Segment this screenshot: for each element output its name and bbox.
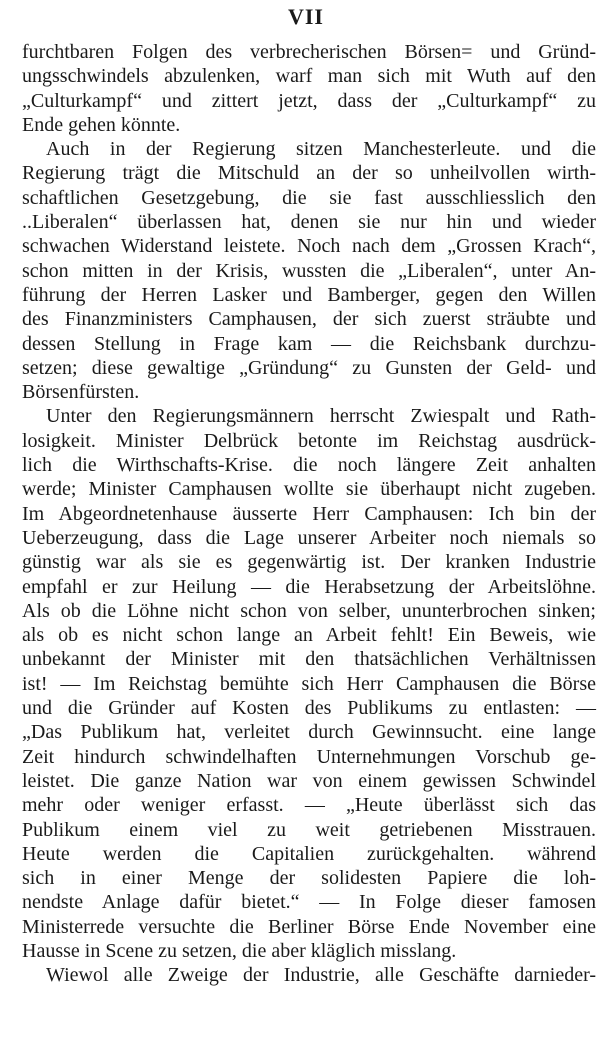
text-line: schon mitten in der Krisis, wussten die „Liberalen“, unter An- bbox=[22, 259, 596, 282]
text-line: Unter den Regierungsmännern herrscht Zwiespalt und Rath- bbox=[46, 405, 596, 428]
text-line: Hausse in Scene zu setzen, die aber kläglich misslang. bbox=[22, 939, 457, 962]
text-line: „Das Publikum hat, verleitet durch Gewinnsucht. eine lange bbox=[22, 721, 596, 744]
text-line: leistet. Die ganze Nation war von einem gewissen Schwindel bbox=[22, 769, 596, 792]
text-line: Heute werden die Capitalien zurückgehalten. während bbox=[22, 842, 596, 865]
text-line: dessen Stellung in Frage kam — die Reichsbank durchzu- bbox=[22, 332, 596, 355]
text-line: als ob es nicht schon lange an Arbeit fehlt! Ein Beweis, wie bbox=[22, 624, 596, 647]
text-line: günstig war als sie es gegenwärtig ist. Der kranken Industrie bbox=[22, 551, 596, 574]
text-line: losigkeit. Minister Delbrück betonte im Reichstag ausdrück- bbox=[22, 429, 596, 452]
text-line: „Culturkampf“ und zittert jetzt, dass der „Culturkampf“ zu bbox=[22, 89, 596, 112]
text-line: Wiewol alle Zweige der Industrie, alle Geschäfte darnieder- bbox=[46, 964, 596, 987]
text-line: Im Abgeordnetenhause äusserte Herr Camphausen: Ich bin der bbox=[22, 502, 596, 525]
text-line: ist! — Im Reichstag bemühte sich Herr Camphausen die Börse bbox=[22, 672, 596, 695]
text-line: ungsschwindels abzulenken, warf man sich mit Wuth auf den bbox=[22, 65, 596, 88]
text-line: empfahl er zur Heilung — die Herabsetzung der Arbeitslöhne. bbox=[22, 575, 596, 598]
text-line: schwachen Widerstand leistete. Noch nach dem „Grossen Krach“, bbox=[22, 235, 596, 258]
text-line: ..Liberalen“ überlassen hat, denen sie nur hin und wieder bbox=[22, 211, 596, 234]
text-line: mehr oder weniger erfasst. — „Heute überlässt sich das bbox=[22, 794, 596, 817]
text-line: Als ob die Löhne nicht schon von selber, ununterbrochen sinken; bbox=[22, 599, 596, 622]
text-line: unbekannt der Minister mit den thatsächlichen Verhältnissen bbox=[22, 648, 596, 671]
page-number: VII bbox=[287, 4, 324, 29]
text-line: Regierung trägt die Mitschuld an der so unheilvollen wirth- bbox=[22, 162, 596, 185]
text-line: des Finanzministers Camphausen, der sich zuerst sträubte und bbox=[22, 308, 596, 331]
text-line: führung der Herren Lasker und Bamberger, gegen den Willen bbox=[22, 283, 596, 306]
text-line: lich die Wirthschafts-Krise. die noch längere Zeit anhalten bbox=[22, 454, 596, 477]
text-line: furchtbaren Folgen des verbrecherischen Börsen= und Gründ- bbox=[22, 41, 596, 63]
text-line: setzen; diese gewaltige „Gründung“ zu Gunsten der Geld- und bbox=[22, 356, 596, 379]
text-line: Ueberzeugung, dass die Lage unserer Arbeiter noch niemals so bbox=[22, 526, 596, 549]
text-line: nendste Anlage dafür bietet.“ — In Folge dieser famosen bbox=[22, 891, 596, 914]
text-line: Börsenfürsten. bbox=[22, 381, 140, 404]
text-line: schaftlichen Gesetzgebung, die sie fast ausschliesslich den bbox=[22, 186, 596, 209]
text-line: und die Gründer auf Kosten des Publikums zu entlasten: — bbox=[22, 697, 596, 720]
text-line: Zeit hindurch schwindelhaften Unternehmungen Vorschub ge- bbox=[22, 745, 596, 768]
text-line: werde; Minister Camphausen wollte sie überhaupt nicht zugeben. bbox=[22, 478, 596, 501]
text-line: Ende gehen könnte. bbox=[22, 113, 181, 136]
text-line: Auch in der Regierung sitzen Manchesterleute. und die bbox=[46, 138, 596, 161]
body-text bbox=[22, 40, 596, 988]
text-line: sich in einer Menge der solidesten Papiere die loh- bbox=[22, 867, 596, 890]
text-line: Publikum einem viel zu weit getriebenen Misstrauen. bbox=[22, 818, 596, 841]
text-line: Ministerrede versuchte die Berliner Börse Ende November eine bbox=[22, 915, 596, 938]
